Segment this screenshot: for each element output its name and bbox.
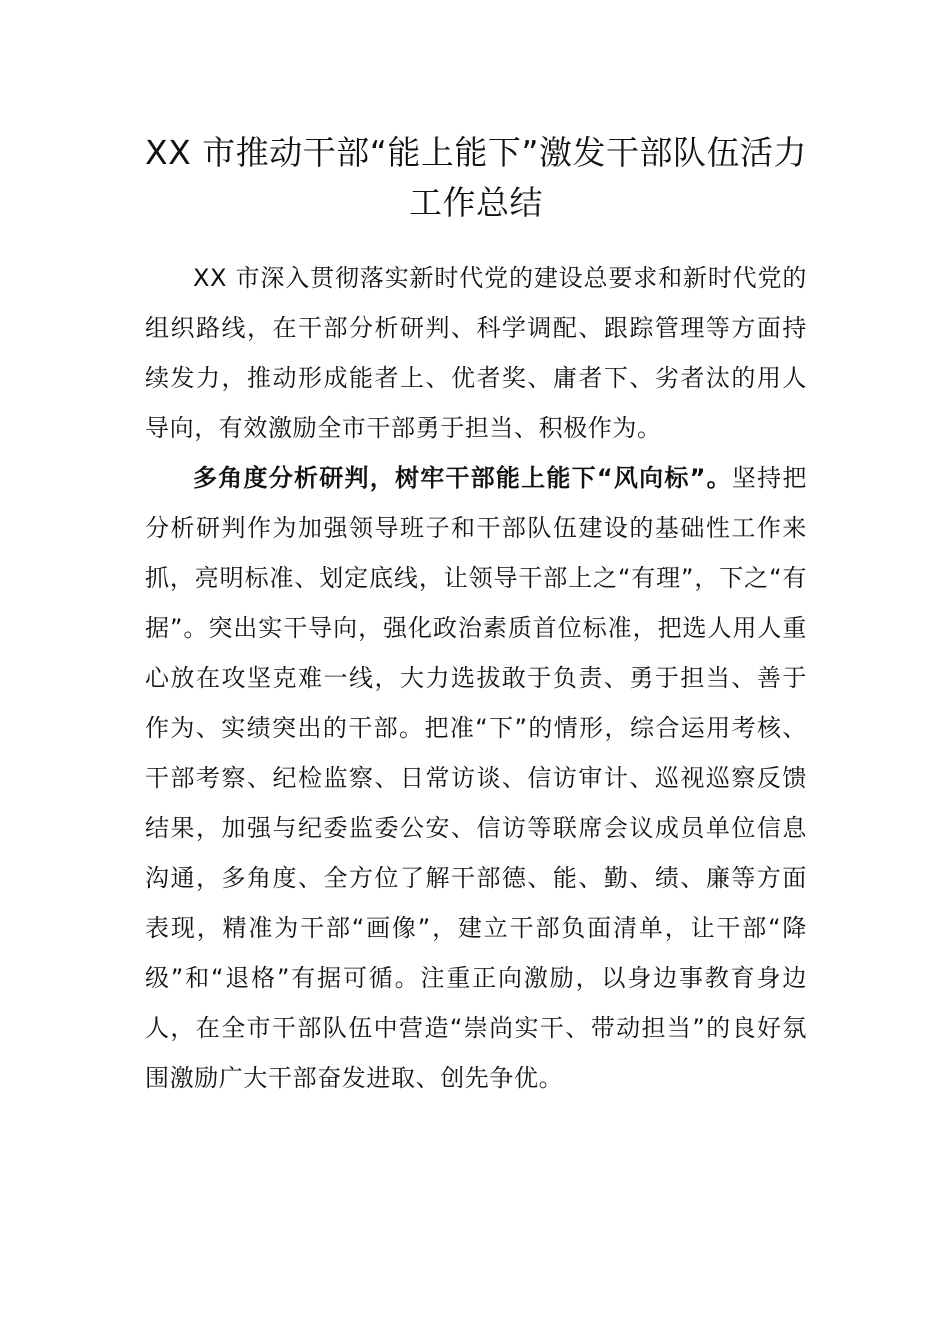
document-title: XX 市推动干部“能上能下”激发干部队伍活力工作总结 <box>145 133 807 222</box>
paragraph-analysis <box>145 453 807 1103</box>
paragraph-text: 坚持把分析研判作为加强领导班子和干部队伍建设的基础性工作来抓，亮明标准、划定底线，让领导干部上之“有理”，下之“有据”。突出实干导向，强化政治素质首位标准，把选人用人重心放在攻坚克难一线，大力选拔敢于负责、勇于担当、善于作为、实绩突出的干部。把准“下”的情形，综合运用考核、干部考察、纪检监察、日常访谈、信访审计、巡视巡察反馈结果，加强与纪委监委公安、信访等联席会议成员单位信息沟通，多角度、全方位了解干部德、能、勤、绩、廉等方面表现，精准为干部“画像”，建立干部负面清单，让干部“降级”和“退格”有据可循。注重正向激励，以身边事教育身边人，在全市干部队伍中营造“崇尚实干、带动担当”的良好氛围激励广大干部奋发进取、创先争优。 <box>145 464 807 1092</box>
document-page <box>145 128 807 1103</box>
document-body <box>145 253 807 1103</box>
paragraph-lead: 多角度分析研判，树牢干部能上能下“风向标”。 <box>193 464 732 492</box>
paragraph-intro <box>145 253 807 453</box>
paragraph-text: XX 市深入贯彻落实新时代党的建设总要求和新时代党的组织路线，在干部分析研判、科学调配、跟踪管理等方面持续发力，推动形成能者上、优者奖、庸者下、劣者汰的用人导向，有效激励全市干部勇于担当、积极作为。 <box>145 264 807 442</box>
